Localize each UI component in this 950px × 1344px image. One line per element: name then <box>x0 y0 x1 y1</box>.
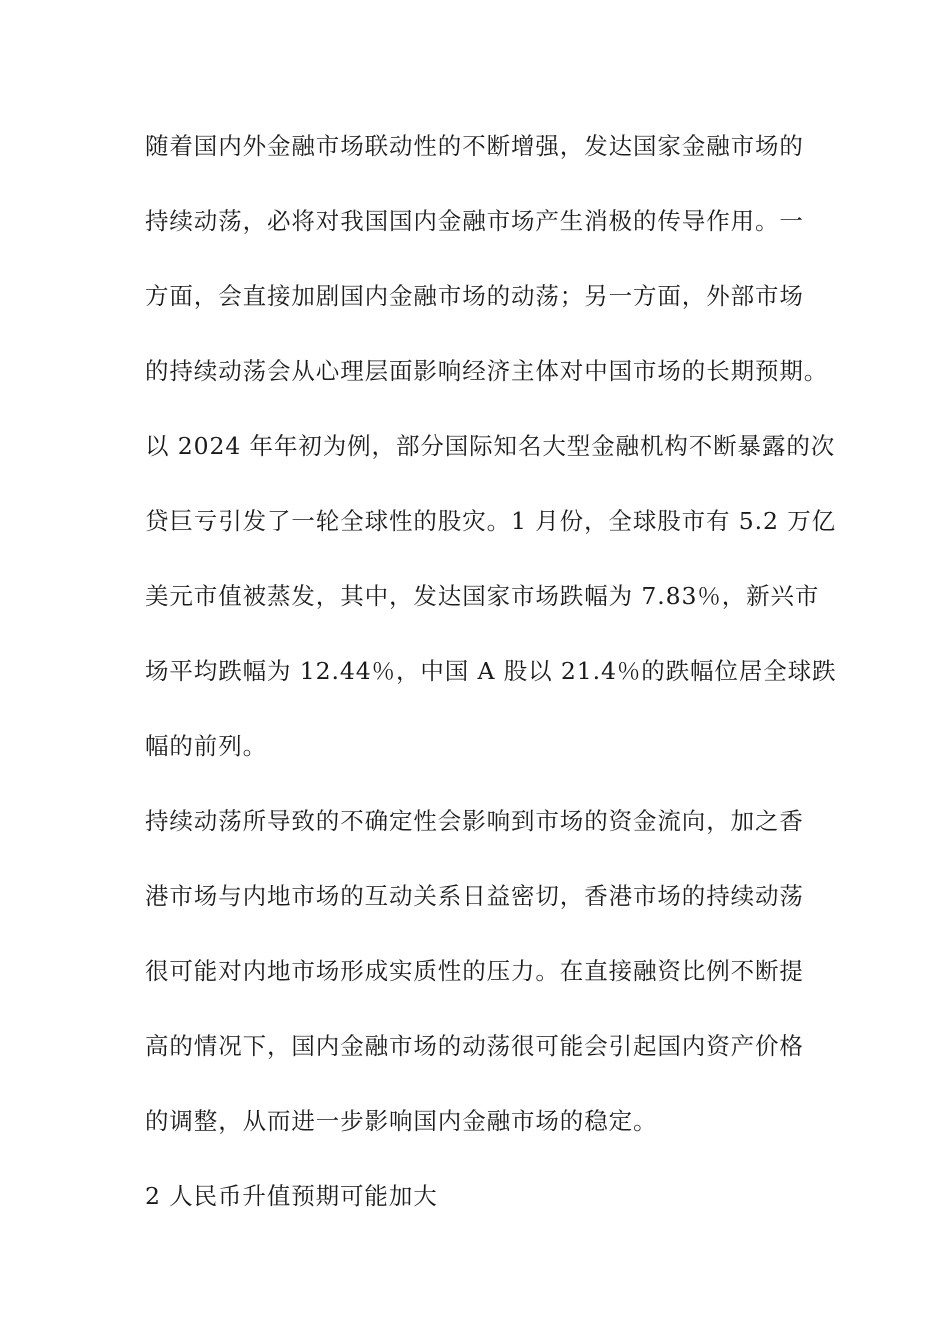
paragraph-line: 以 2024 年年初为例，部分国际知名大型金融机构不断暴露的次 <box>145 432 836 460</box>
paragraph-line: 贷巨亏引发了一轮全球性的股灾。1 月份，全球股市有 5.2 万亿 <box>145 507 837 535</box>
paragraph-line: 美元市值被蒸发，其中，发达国家市场跌幅为 7.83％，新兴市 <box>145 582 820 610</box>
paragraph-line: 方面，会直接加剧国内金融市场的动荡；另一方面，外部市场 <box>145 282 804 310</box>
paragraph-line: 港市场与内地市场的互动关系日益密切，香港市场的持续动荡 <box>145 882 804 910</box>
paragraph-line: 持续动荡所导致的不确定性会影响到市场的资金流向，加之香 <box>145 807 804 835</box>
paragraph-line: 随着国内外金融市场联动性的不断增强，发达国家金融市场的 <box>145 132 804 160</box>
paragraph-line: 的持续动荡会从心理层面影响经济主体对中国市场的长期预期。 <box>145 357 829 385</box>
paragraph-line: 幅的前列。 <box>145 732 267 760</box>
paragraph-line: 场平均跌幅为 12.44％，中国 A 股以 21.4％的跌幅位居全球跌 <box>145 657 837 685</box>
paragraph-line: 的调整，从而进一步影响国内金融市场的稳定。 <box>145 1107 658 1135</box>
section-heading: 2 人民币升值预期可能加大 <box>145 1182 438 1210</box>
paragraph-line: 很可能对内地市场形成实质性的压力。在直接融资比例不断提 <box>145 957 804 985</box>
paragraph-line: 高的情况下，国内金融市场的动荡很可能会引起国内资产价格 <box>145 1032 804 1060</box>
paragraph-line: 持续动荡，必将对我国国内金融市场产生消极的传导作用。一 <box>145 207 804 235</box>
